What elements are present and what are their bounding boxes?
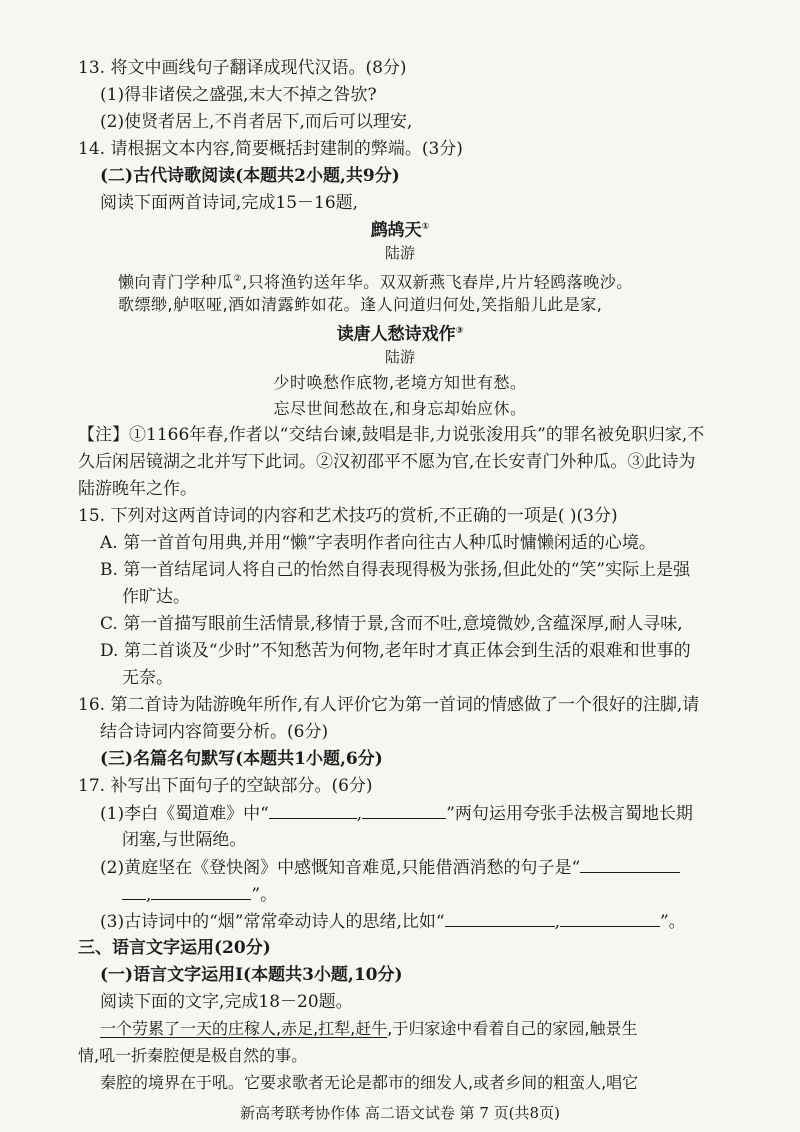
- poem-1-line-1a: 懒向青门学种瓜: [118, 272, 234, 292]
- q14-stem: 14. 请根据文本内容,简要概括封建制的弊端。(3分): [78, 139, 463, 159]
- q17-item-3-prefix: (3)古诗词中的“烟”常常牵动诗人的思绪,比如“: [100, 912, 445, 932]
- poem-1-line-1: [118, 266, 633, 295]
- q15-option-d: D. 第二首谈及“少时”不知愁苦为何物,老年时才真正体会到生活的艰难和世事的: [100, 641, 691, 661]
- poem-1-line-1b: ,只将渔钓送年华。双双新燕飞春岸,片片轻鸥落晚沙。: [242, 272, 633, 292]
- poem-2-line-2: 忘尽世间愁故在,和身忘却始应休。: [273, 399, 527, 418]
- passage-underlined-sentence: 一个劳累了一天的庄稼人,赤足,扛犁,赶牛: [100, 1019, 388, 1038]
- q17-stem: 17. 补写出下面句子的空缺部分。(6分): [78, 776, 373, 796]
- q16-line-2: 结合诗词内容简要分析。(6分): [100, 722, 329, 742]
- q17-item-2-cont: [122, 881, 277, 908]
- q17-item-2: [100, 854, 680, 881]
- passage-paragraph-1-cont: 情,吼一折秦腔便是极自然的事。: [78, 1046, 308, 1065]
- section-2-heading: (二)古代诗歌阅读(本题共2小题,共9分): [100, 166, 400, 186]
- poem-1-title-text: 鹧鸪天: [370, 220, 422, 241]
- q15-option-b: B. 第一首结尾词人将自己的怡然自得表现得极为张扬,但此处的“笑”实际上是强: [100, 560, 691, 580]
- q16-line-1: 16. 第二首诗为陆游晚年所作,有人评价它为第一首词的情感做了一个很好的注脚,请: [78, 695, 700, 715]
- poem-1-line-2: 歌缥缈,舻呕哑,酒如清露鲊如花。逢人问道归何处,笑指船儿此是家,: [118, 295, 603, 314]
- q17-blank-2a[interactable]: [580, 854, 680, 873]
- q17-item-1: [100, 800, 693, 827]
- q15-option-c: C. 第一首描写眼前生活情景,移情于景,含而不吐,意境微妙,含蕴深厚,耐人寻味,: [100, 614, 683, 634]
- q17-blank-3b[interactable]: [560, 908, 660, 927]
- passage-paragraph-1: [100, 1016, 637, 1042]
- q17-item-1-cont: 闭塞,与世隔绝。: [122, 830, 247, 850]
- q17-item-1-comma: ,: [356, 804, 363, 824]
- part-3-subheading: (一)语言文字运用Ⅰ(本题共3小题,10分): [100, 965, 403, 985]
- notes-line-1: 【注】①1166年春,作者以“交结台谏,鼓唱是非,力说张浚用兵”的罪名被免职归家,不: [78, 425, 705, 445]
- q17-blank-2a-cont[interactable]: [122, 881, 146, 900]
- q17-item-3-comma: ,: [554, 912, 560, 932]
- poem-1-line-1-footnote-mark: ②: [233, 274, 243, 284]
- notes-line-3: 陆游晚年之作。: [78, 479, 197, 499]
- notes-line-2: 久后闲居镜湖之北并写下此词。②汉初邵平不愿为官,在长安青门外种瓜。③此诗为: [78, 452, 696, 472]
- q17-item-1-suffix: ”两句运用夸张手法极言蜀地长期: [446, 804, 693, 824]
- q13-sentence-2: (2)使贤者居上,不肖者居下,而后可以理安,: [100, 112, 413, 132]
- q15-option-d-cont: 无奈。: [122, 668, 173, 688]
- section-2-intro: 阅读下面两首诗词,完成15－16题,: [100, 193, 359, 213]
- q17-item-2-prefix: (2)黄庭坚在《登快阁》中感慨知音难觅,只能借酒消愁的句子是“: [100, 858, 581, 878]
- part-3-heading: 三、语言文字运用(20分): [78, 938, 271, 958]
- q15-option-b-cont: 作旷达。: [122, 587, 190, 607]
- poem-2-title-footnote-mark: ③: [455, 326, 464, 336]
- q17-blank-2b[interactable]: [151, 881, 251, 900]
- passage-paragraph-1-rest: ,于归家途中看着自己的家园,触景生: [387, 1019, 638, 1038]
- passage-paragraph-2: 秦腔的境界在于吼。它要求歌者无论是都市的细发人,或者乡间的粗蛮人,唱它: [100, 1073, 639, 1092]
- q17-item-1-prefix: (1)李白《蜀道难》中“: [100, 804, 269, 824]
- poem-1-author: 陆游: [384, 244, 415, 262]
- part-3-intro: 阅读下面的文字,完成18－20题。: [100, 992, 353, 1012]
- poem-1-title-footnote-mark: ①: [421, 222, 430, 232]
- q13-sentence-1: (1)得非诸侯之盛强,末大不掉之咎欤?: [100, 85, 377, 105]
- poem-2-line-1: 少时唤愁作底物,老境方知世有愁。: [273, 373, 527, 392]
- q15-stem: 15. 下列对这两首诗词的内容和艺术技巧的赏析,不正确的一项是( )(3分): [78, 506, 618, 526]
- q17-blank-1a[interactable]: [269, 800, 357, 819]
- q17-item-3: [100, 908, 686, 935]
- poem-2-author: 陆游: [384, 348, 415, 366]
- q13-stem: 13. 将文中画线句子翻译成现代汉语。(8分): [78, 58, 407, 78]
- section-3-heading: (三)名篇名句默写(本题共1小题,6分): [100, 749, 383, 769]
- poem-2-title-text: 读唐人愁诗戏作: [336, 324, 456, 345]
- page-footer: 新高考联考协作体 高二语文试卷 第 7 页(共8页): [240, 1104, 560, 1122]
- q17-blank-1b[interactable]: [362, 800, 446, 819]
- q17-item-3-suffix: ”。: [659, 912, 686, 932]
- q17-blank-3a[interactable]: [445, 908, 555, 927]
- q17-item-2-suffix: ”。: [251, 885, 278, 905]
- q15-option-a: A. 第一首首句用典,并用“懒”字表明作者向往古人种瓜时慵懒闲适的心境。: [100, 533, 656, 553]
- q17-item-2-comma: ,: [146, 885, 152, 905]
